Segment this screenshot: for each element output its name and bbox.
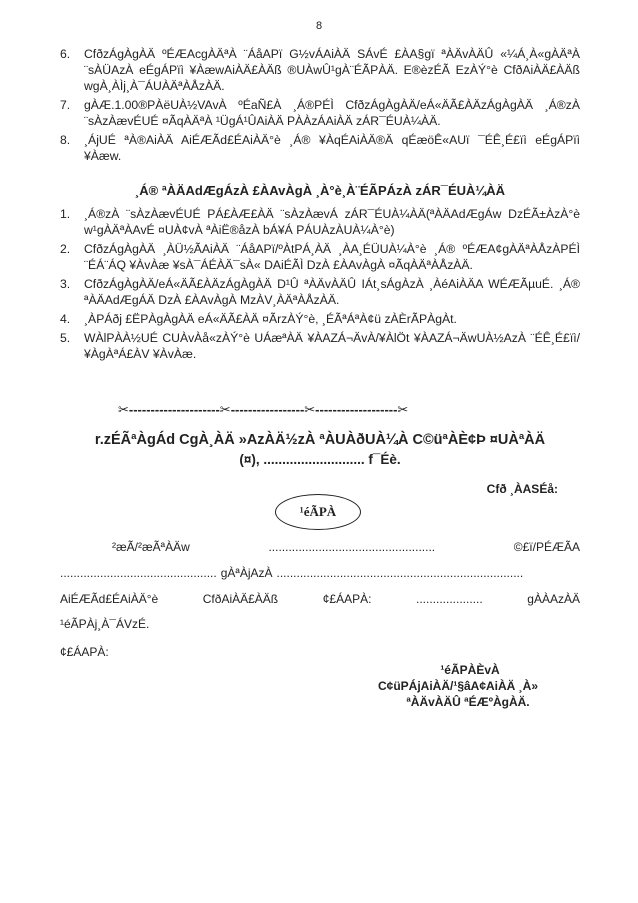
list-item [60, 206, 580, 238]
receipt-subtitle: (¤), ........................... f¯Éè. [239, 452, 401, 467]
scissors-cut-line: ✂---------------------✂-----------------✂-------------------✂ [118, 402, 409, 417]
application-label: CfðAiÀÄ£ÀÄß [202, 592, 279, 606]
application-number-label: Cfð ¸ÀASÉå: [486, 482, 558, 496]
item-text: CfðzÁgÀgÀÄ ¸ÀÜ½ÃAiÀÄ ¨ÁåAPï/ºÀtPÁ¸ÀÄ ¸ÀA¸ÉÜUÀ¼À°è ¸Á® ºÉÆA¢gÀÄªÀÅzÀPÉÌ ¨ÉÁ¨ÁQ ¥ÀvÀæ ¥sÀ¯ÁÉÀÄ¯sÀ« DAiÉÃÌ DzÀ £ÀAvÀgÀ ¤ÃqÀÄªÀÅzÀÄ. [84, 242, 580, 272]
item-number: 2. [60, 242, 71, 256]
receipt-line-2 [60, 566, 580, 580]
item-number: 4. [60, 312, 71, 326]
acknowledgement-seal [275, 494, 361, 530]
section-heading: ¸Á® ªÀÄAdÆgÁzÀ £ÀAvÀgÀ ¸À°è¸À¨ÉÃPÁzÀ zÁR¯ÉUÀ¼ÀÄ [134, 183, 506, 198]
item-number: 7. [60, 98, 71, 112]
item-number: 1. [60, 207, 71, 221]
item-text: WÀlPÀÀ½UÉ CUÀvÀå«zÀÝ°è UÁæªÀÄ ¥ÀAZÁ¬ÄvÀ/¥ÀlÖt ¥ÀAZÁ¬ÄwUÀ½AzÀ ¨ÉÊ¸É£ïì/¥ÀgÀªÁ£ÀV ¥ÀvÀæ. [84, 331, 580, 361]
relation-label: ©£ï/PÉÆÃA [513, 540, 580, 554]
item-number: 8. [60, 133, 71, 147]
receipt-title: r.zÉÃªÀgÁd CgÀ¸ÀÄ »AzÀÄ½zÀ ªÀUÀðUÀ¼À C©üªÀÈ¢Þ ¤UÀªÀÄ [94, 432, 546, 448]
list-item [60, 311, 580, 327]
name-blank: .................................................. [268, 540, 436, 554]
list-item [60, 46, 580, 94]
list-item [60, 97, 580, 129]
item-text: ¸Á®zÀ ¨sÀzÀævÉUÉ PÁ£ÀÆ£ÀÄ ¨sÀzÀævÁ zÁR¯ÉUÀ¼ÀÄ(ªÀÄAdÆgÁw DzÉÃ±ÀzÀ°è w¹gÀÄªÀAvÉ ¤UÀ¢vÀ ªÀiË®åzÀ bÁ¥Á PÁUÀzÀUÀ¼À°è) [84, 207, 580, 237]
scheme-label: AiÉÆÃd£ÉAiÀÄ°è [60, 592, 159, 606]
item-text: ¸ÁjUÉ ªÀ®AiÀÄ AiÉÆÃd£ÉAiÀÄ°è ¸Á® ¥ÀqÉAiÀÄ®Ä qÉæöÊ«AUï ¯ÉÊ¸É£ïì eÉgÁPïì ¥Àæw. [84, 133, 580, 163]
received-label: gÀÀAzÀÄ [527, 592, 580, 606]
seal-label: ¹éÃPÀ [299, 504, 337, 519]
item-number: 6. [60, 47, 71, 61]
item-text: CfðzÁgÀgÀÄ/eÁ«ÄÃ£ÀÄzÁgÀgÀÄ D¹Û ªÀÄvÀÄÛ IÁt¸sÁgÀzÀ ¸ÀéAiÀÄA WÉÆÃµuÉ. ¸Á® ªÀÄAdÆgÁÄ DzÀ £ÀAvÀgÀ MzÀV¸ÀÄªÀÅzÀÄ. [84, 277, 580, 307]
item-text: ¸ÀPÁðj £ËPÀgÀgÀÄ eÁ«ÄÃ£ÀÄ ¤ÃrzÀÝ°è, ¸ÉÃªÁªÀ¢ü zÀÈrÃPÀgÀt. [84, 312, 457, 326]
name-label: ²æÃ/²æÃªÀÄw [112, 540, 190, 554]
receipt-line-4: ¹éÃPÀj¸À¯ÁVzÉ. [60, 617, 150, 631]
list-item [60, 241, 580, 273]
required-documents-list [60, 46, 580, 164]
item-text: CfðzÁgÀgÀÄ ºÉÆAcgÀÄªÀ ¨ÁåAPï G½vÁAiÀÄ SÁvÉ £ÀA§gï ªÀÄvÀÄÛ «¼Á¸À«gÀÄªÀ ¨sÀÜAzÀ eÉgÁPïì ¥ÀæwAiÀÄ£ÀÄß ®UÀwÛ¹gÀ¨ÉÃPÀÄ. E®èzÉÃ EzÀÝ°è CfðAiÀÄ£ÀÄß wgÀ¸ÀÌj¸À¯ÁUÀÄªÀÅzÀÄ. [84, 47, 580, 93]
address-blank: ............................................... [60, 566, 217, 580]
receipt-line-3 [60, 592, 580, 606]
from-label: gÀªÀjAzÀ [220, 566, 273, 580]
date-label: ¢£ÁAPÀ: [60, 645, 109, 659]
list-item [60, 276, 580, 308]
list-item [60, 132, 580, 164]
signature-line-2: C¢üPÁjAiÀÄ/¹§âA¢AiÀÄ ¸À» [377, 679, 539, 693]
page-number: 8 [315, 20, 323, 32]
item-number: 5. [60, 331, 71, 345]
date-blank: .................... [416, 592, 483, 606]
list-item [60, 330, 580, 362]
signature-line-1: ¹éÃPÀÈvÀ [440, 663, 500, 677]
receipt-line-1 [60, 540, 580, 554]
signature-line-3: ªÀÄvÀÄÛ ªÉÆºÀgÀÄ. [406, 695, 530, 709]
scheme-blank: .......................................................................... [276, 566, 524, 580]
item-text: gÀÆ.1.00®PÀëUÀ½VAvÀ ºÉaÑ£À ¸Á®PÉÌ CfðzÁgÀgÀÄ/eÁ«ÄÃ£ÀÄzÁgÀgÀÄ ¸Á®zÀ ¨sÀzÀævÉUÉ ¤ÃqÀÄªÀ ¹ÜgÁ¹ÛAiÀÄ PÀÀzÁAiÀÄ zÁR¯ÉUÀ¼ÀÄ. [84, 98, 580, 128]
post-approval-documents-list [60, 206, 580, 362]
date-label-inline: ¢£ÁAPÀ: [322, 592, 372, 606]
item-number: 3. [60, 277, 71, 291]
